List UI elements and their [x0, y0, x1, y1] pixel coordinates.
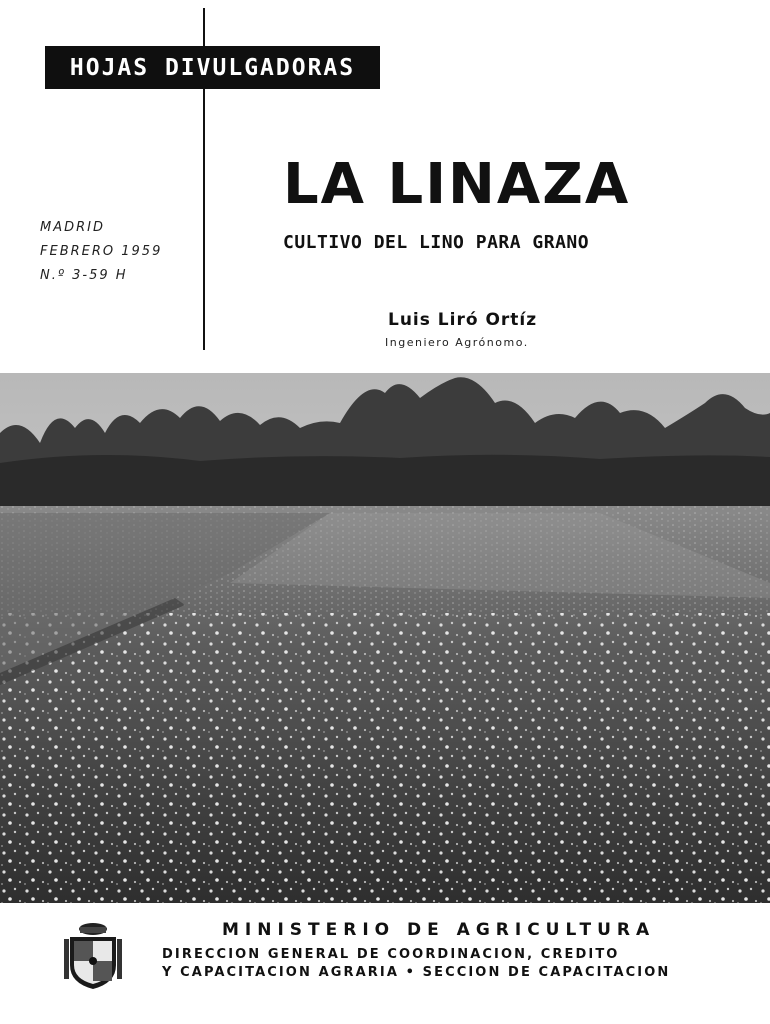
document-subtitle: CULTIVO DEL LINO PARA GRANO: [283, 232, 590, 253]
publication-info: [40, 216, 162, 288]
publication-number: N.º 3-59 H: [40, 268, 128, 283]
publication-place: MADRID: [40, 220, 105, 235]
flax-field-photo: [0, 373, 770, 903]
ministry-name: MINISTERIO DE AGRICULTURA: [222, 920, 656, 940]
document-title: LA LINAZA: [283, 152, 631, 217]
direction-name: DIRECCION GENERAL DE COORDINACION, CREDITO: [162, 947, 620, 962]
series-banner: [45, 46, 380, 89]
publisher-footer: [0, 905, 770, 1024]
author-role: Ingeniero Agrónomo.: [385, 336, 529, 349]
publication-date: FEBRERO 1959: [40, 244, 163, 259]
series-name: HOJAS DIVULGADORAS: [69, 54, 356, 81]
author-name: Luis Liró Ortíz: [388, 310, 538, 330]
coat-of-arms-icon: [62, 921, 124, 991]
section-name: Y CAPACITACION AGRARIA • SECCION DE CAPACITACION: [162, 965, 671, 980]
